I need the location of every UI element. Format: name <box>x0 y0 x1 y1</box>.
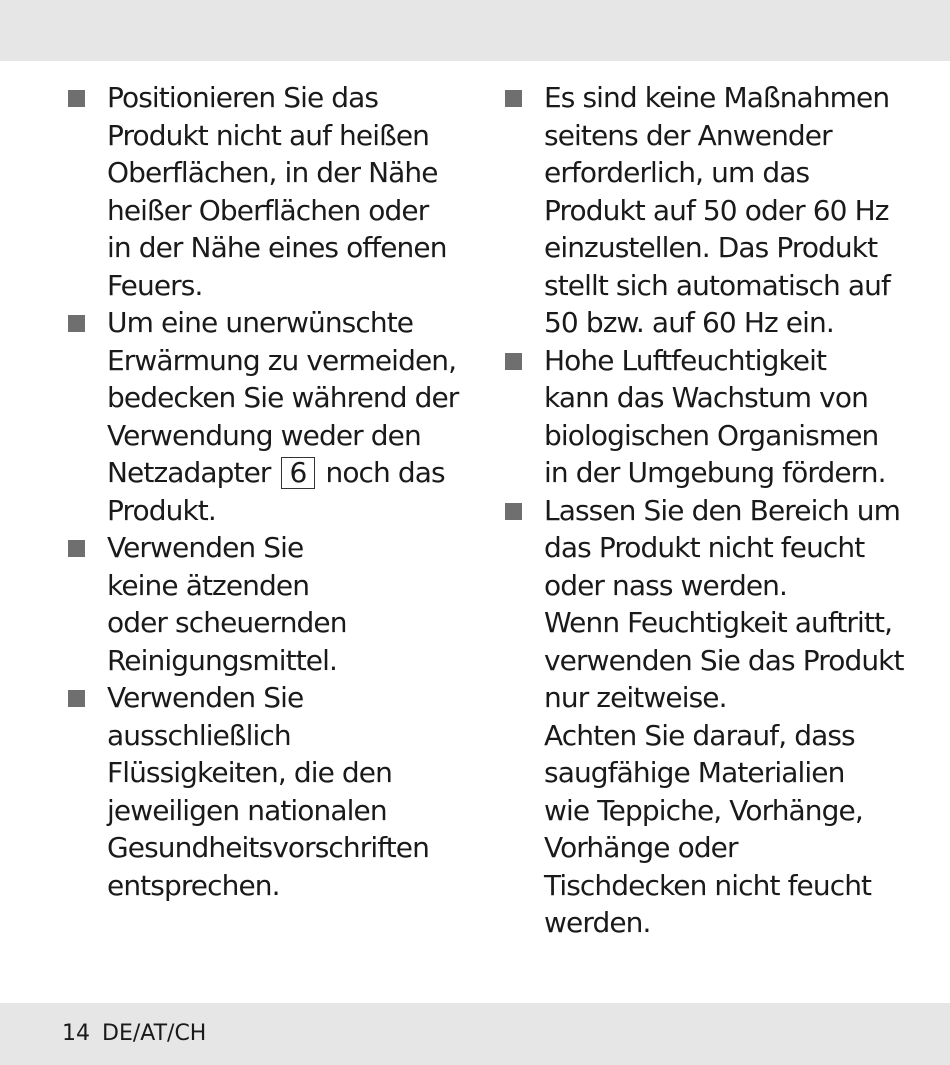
text-line: keine ätzenden <box>107 568 310 602</box>
text-line: nur zeitweise. <box>544 681 727 714</box>
text-line: werden. <box>544 906 651 939</box>
text-line: wie Teppiche, Vorhänge, <box>544 793 863 827</box>
text-line: biologischen Organismen <box>544 418 879 452</box>
square-bullet-icon <box>505 353 522 370</box>
text-line: oder nass werden. <box>544 568 788 602</box>
text-fragment: noch das <box>325 456 445 489</box>
square-bullet-icon <box>68 540 85 557</box>
text-line: Verwendung weder den <box>107 418 421 452</box>
square-bullet-icon <box>505 90 522 107</box>
text-line: Verwenden Sie <box>107 681 304 714</box>
list-item <box>505 79 945 342</box>
list-item <box>68 79 488 304</box>
text-line: stellt sich automatisch auf <box>544 268 890 302</box>
text-line: seitens der Anwender <box>544 118 832 152</box>
left-column <box>68 79 488 904</box>
text-line: oder scheuernden <box>107 606 347 639</box>
text-line: erforderlich, um das <box>544 156 810 189</box>
text-line: Hohe Luftfeuchtigkeit <box>544 343 827 377</box>
text-line: bedecken Sie während der <box>107 381 459 414</box>
page-footer <box>62 1021 206 1047</box>
header-band <box>0 0 950 61</box>
part-reference-box: 6 <box>281 457 316 489</box>
square-bullet-icon <box>68 315 85 332</box>
right-column <box>505 79 945 942</box>
text-line: Wenn Feuchtigkeit auftritt, <box>544 606 893 639</box>
text-line: Positionieren Sie das <box>107 81 379 114</box>
text-line: Lassen Sie den Bereich um <box>544 493 901 527</box>
text-line: Produkt nicht auf heißen <box>107 118 430 152</box>
text-line: heißer Oberflächen oder <box>107 193 429 227</box>
text-line: Es sind keine Maßnahmen <box>544 81 890 114</box>
text-line: Oberflächen, in der Nähe <box>107 156 438 189</box>
text-line: Produkt. <box>107 493 216 527</box>
region-label: DE/AT/CH <box>102 1021 207 1046</box>
text-line: entsprechen. <box>107 868 280 902</box>
text-line: in der Umgebung fördern. <box>544 456 886 489</box>
list-item <box>68 304 488 529</box>
list-item <box>68 529 488 679</box>
square-bullet-icon <box>68 690 85 707</box>
list-item <box>505 342 945 492</box>
text-line: kann das Wachstum von <box>544 381 868 414</box>
text-line-with-reference <box>107 454 488 492</box>
text-line: einzustellen. Das Produkt <box>544 231 878 264</box>
text-line: jeweiligen nationalen <box>107 793 387 827</box>
text-line: Reinigungsmittel. <box>107 643 337 677</box>
text-line: Um eine unerwünschte <box>107 306 414 339</box>
square-bullet-icon <box>505 503 522 520</box>
text-line: Tischdecken nicht feucht <box>544 868 872 902</box>
text-fragment: Netzadapter <box>107 456 271 489</box>
text-line: Achten Sie darauf, dass <box>544 718 855 752</box>
square-bullet-icon <box>68 90 85 107</box>
text-line: 50 bzw. auf 60 Hz ein. <box>544 306 834 339</box>
list-item <box>505 492 945 942</box>
text-line: Erwärmung zu vermeiden, <box>107 343 457 377</box>
text-line: saugfähige Materialien <box>544 756 845 789</box>
text-line: Gesundheitsvorschriften <box>107 831 429 864</box>
text-line: in der Nähe eines offenen <box>107 231 447 264</box>
text-line: Produkt auf 50 oder 60 Hz <box>544 193 889 227</box>
text-line: Feuers. <box>107 268 203 302</box>
text-line: das Produkt nicht feucht <box>544 531 865 564</box>
text-line: ausschließlich <box>107 718 291 752</box>
list-item <box>68 679 488 904</box>
page-number: 14 <box>62 1021 90 1046</box>
text-line: verwenden Sie das Produkt <box>544 643 904 677</box>
text-line: Verwenden Sie <box>107 531 304 564</box>
text-line: Flüssigkeiten, die den <box>107 756 392 789</box>
text-line: Vorhänge oder <box>544 831 738 864</box>
